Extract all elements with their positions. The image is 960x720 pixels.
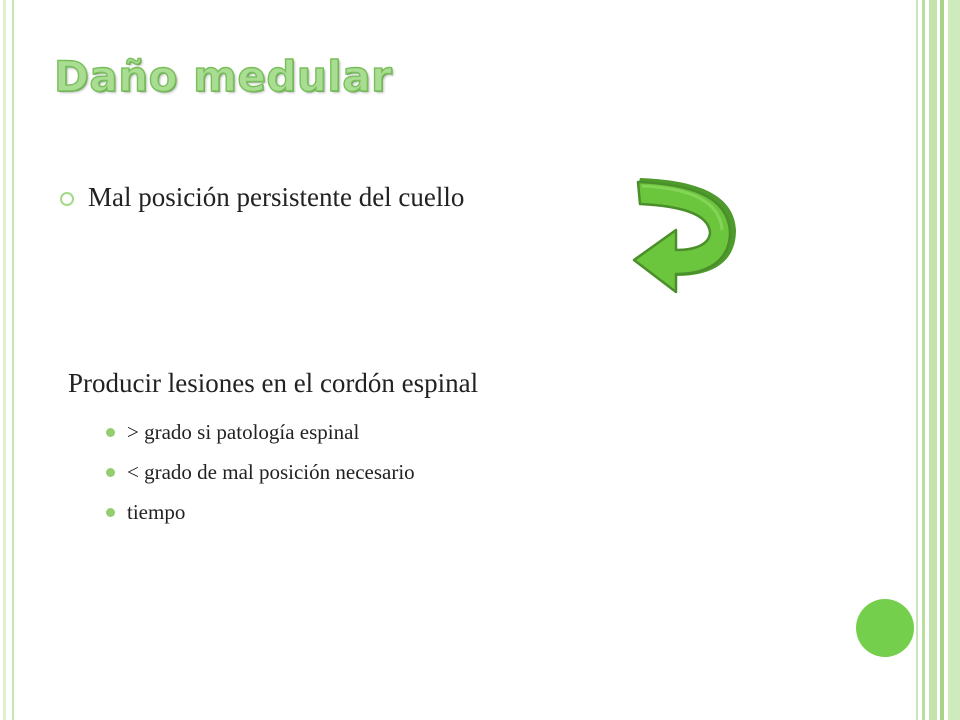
list-item-text: < grado de mal posición necesario [127, 460, 415, 484]
list-item [106, 492, 415, 532]
main-bullet [60, 182, 464, 213]
main-bullet-text: Mal posición persistente del cuello [88, 182, 465, 212]
dot-bullet-icon [106, 468, 115, 477]
curved-arrow-icon [632, 172, 744, 297]
dot-bullet-icon [106, 508, 115, 517]
green-circle-decoration [856, 599, 914, 657]
list-item-text: > grado si patología espinal [127, 420, 360, 444]
sub-bullet-list [106, 412, 415, 532]
list-item [106, 412, 415, 452]
slide-title: Daño medular [54, 52, 393, 101]
right-frame-stripes [916, 0, 960, 720]
subheading: Producir lesiones en el cordón espinal [68, 368, 479, 398]
ring-bullet-icon [60, 192, 74, 206]
list-item [106, 452, 415, 492]
left-frame-border [0, 0, 14, 720]
dot-bullet-icon [106, 428, 115, 437]
list-item-text: tiempo [127, 500, 186, 524]
